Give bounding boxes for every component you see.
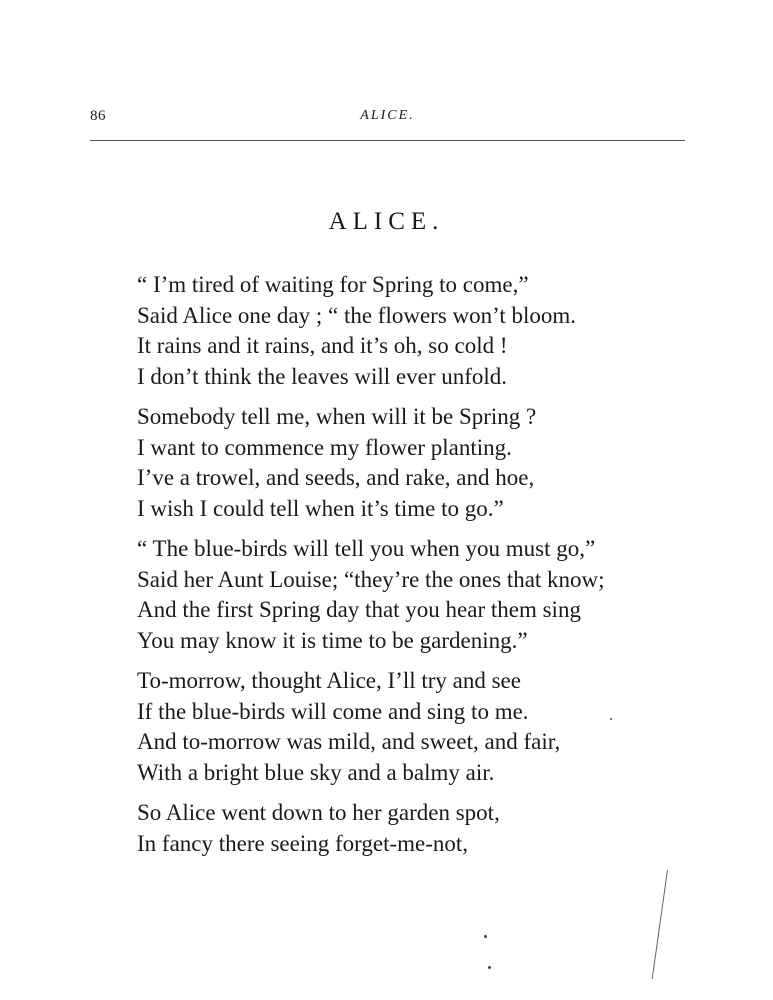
poem-title: ALICE. <box>328 208 445 235</box>
stanza <box>137 402 697 524</box>
poem-line: I want to commence my flower planting. <box>137 434 512 460</box>
poem-line: Said Alice one day ; “ the flowers won’t bloom. <box>137 302 577 328</box>
stanza <box>137 270 697 392</box>
poem-line: In fancy there seeing forget-me-not, <box>137 830 469 856</box>
poem-line: And to-morrow was mild, and sweet, and fair, <box>137 729 561 754</box>
poem-line: I wish I could tell when it’s time to go.” <box>137 495 504 521</box>
poem-line: I don’t think the leaves will ever unfold. <box>137 363 508 389</box>
page-number: 86 <box>90 108 106 124</box>
poem-line: I’ve a trowel, and seeds, and rake, and hoe, <box>137 465 535 490</box>
running-head <box>90 108 685 132</box>
poem-line: You may know it is time to be gardening.” <box>137 627 528 653</box>
stanza <box>137 798 697 859</box>
page-edge-mark <box>652 870 668 979</box>
poem-line: With a bright blue sky and a balmy air. <box>137 759 495 785</box>
poem-line: “ The blue-birds will tell you when you must go,” <box>137 536 596 561</box>
poem-line: To-morrow, thought Alice, I’ll try and see <box>137 668 521 693</box>
poem-line: Somebody tell me, when will it be Spring ? <box>137 404 537 429</box>
poem-body <box>137 270 697 869</box>
stanza <box>137 666 697 788</box>
poem-line: If the blue-birds will come and sing to me. <box>137 698 529 724</box>
scan-speck <box>484 935 487 938</box>
poem-line: And the first Spring day that you hear them sing <box>137 597 581 622</box>
header-rule <box>90 140 685 141</box>
running-title: ALICE. <box>360 108 415 123</box>
scan-speck <box>610 718 612 720</box>
poem-line: So Alice went down to her garden spot, <box>137 800 500 825</box>
poem-line: It rains and it rains, and it’s oh, so cold ! <box>137 333 508 358</box>
poem-line: Said her Aunt Louise; “they’re the ones that know; <box>137 566 605 592</box>
poem-line: “ I’m tired of waiting for Spring to come,” <box>137 272 529 297</box>
scan-speck <box>488 966 491 969</box>
stanza <box>137 534 697 656</box>
